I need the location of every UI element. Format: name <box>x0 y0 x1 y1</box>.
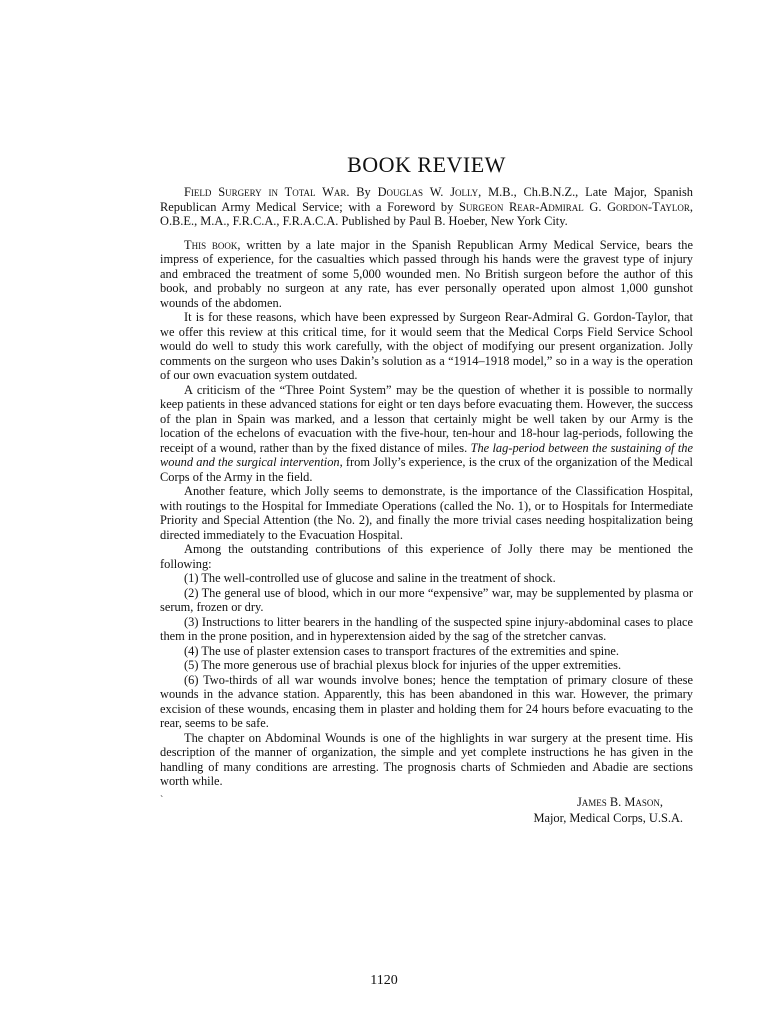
paragraph-lead: This book, <box>184 237 241 252</box>
list-item: (1) The well-controlled use of glucose and saline in the treatment of shock. <box>184 571 556 585</box>
book-citation <box>160 185 693 229</box>
reviewer-signature <box>160 795 693 827</box>
citation-by: By <box>349 185 378 199</box>
paragraph: The chapter on Abdominal Wounds is one of the highlights in war surgery at the present time. His description of the manner of organization, the simple and yet complete instructions he has given in the handling of many conditions are arresting. The prognosis charts of Schmieden and Abadie are sections worth while. <box>160 730 693 788</box>
reviewer-name: James B. Mason, <box>576 794 663 809</box>
foreword-details: O.B.E., M.A., F.R.C.A., F.R.A.C.A. Published by Paul B. Hoeber, New York City. <box>160 214 568 228</box>
review-page <box>160 152 693 827</box>
italic-emphasis: The lag-period between the sustaining of the wound and the surgical intervention, <box>160 440 693 469</box>
list-item: (6) Two-thirds of all war wounds involve bones; hence the temptation of primary closure of these wounds in the advance station. Apparently, this has been abandoned in this war. However, the primary excision of these wounds, encasing them in plaster and holding them for 24 hours before evacuating to the rear, seems to be safe. <box>160 672 693 730</box>
review-body <box>160 238 693 789</box>
foreword-author: Surgeon Rear-Admiral G. Gordon-Taylor, <box>458 199 693 214</box>
author-details: M.B., Ch.B.N.Z., Late Major, Spanish Republican Army Medical Service; with a Foreword by <box>160 185 693 214</box>
stray-mark: ` <box>160 794 164 806</box>
paragraph: This book, written by a late major in the Spanish Republican Army Medical Service, bears the impress of experience, for the casualties which passed through his hands were the gravest type of injury and embraced the treatment of some 5,000 wounded men. No British surgeon before the author of this book, and probably no surgeon at any rate, has ever personally operated upon almost 1,000 gunshot wounds of the abdomen. <box>160 237 693 310</box>
paragraph: It is for these reasons, which have been expressed by Surgeon Rear-Admiral G. Gordon-Taylor, that we offer this review at this critical time, for it would seem that the Medical Corps Field Service School would do well to study this work carefully, with the object of modifying our present organization. Jolly comments on the surgeon who uses Dakin’s solution as a “1914–1918 model,” so in a way is the operation of our own evacuation system outdated. <box>160 310 693 382</box>
reviewer-rank: Major, Medical Corps, U.S.A. <box>533 810 683 825</box>
page-title: BOOK REVIEW <box>347 152 506 177</box>
paragraph: Another feature, which Jolly seems to demonstrate, is the importance of the Classification Hospital, with routings to the Hospital for Immediate Operations (called the No. 1), or to Hospitals for Intermediate Priority and Special Attention (the No. 2), and finally the more trivial cases needing hospitalization being directed immediately to the Evacuation Hospital. <box>160 484 693 542</box>
list-item: (2) The general use of blood, which in our more “expensive” war, may be supplemented by plasma or serum, frozen or dry. <box>160 585 693 614</box>
paragraph: Among the outstanding contributions of this experience of Jolly there may be mentioned the following: <box>160 542 693 571</box>
paragraph: A criticism of the “Three Point System” may be the question of whether it is possible to normally keep patients in these advanced stations for eight or ten days before evacuating them. However, the success of the plan in Spain was marked, and a lesson that certainly might be well taken by our Army is the location of the echelons of evacuation with the five-hour, ten-hour and 18-hour lag-periods, following the receipt of a wound, rather than by the fixed distance of miles. The lag-period between the sustaining of the wound and the surgical intervention, from Jolly’s experience, is the crux of the organization of the Medical Corps of the Army in the field. <box>160 382 693 484</box>
list-item: (4) The use of plaster extension cases to transport fractures of the extremities and spine. <box>184 643 620 658</box>
book-author: Douglas W. Jolly, <box>377 185 482 199</box>
list-item: (3) Instructions to litter bearers in the handling of the suspected spine injury-abdominal cases to place them in the prone position, and in hyperextension aided by the sag of the stretcher canvas. <box>160 614 693 643</box>
page-number: 1120 <box>370 973 398 988</box>
book-title: Field Surgery in Total War. <box>184 185 350 199</box>
list-item: (5) The more generous use of brachial plexus block for injuries of the upper extremities. <box>184 658 622 672</box>
